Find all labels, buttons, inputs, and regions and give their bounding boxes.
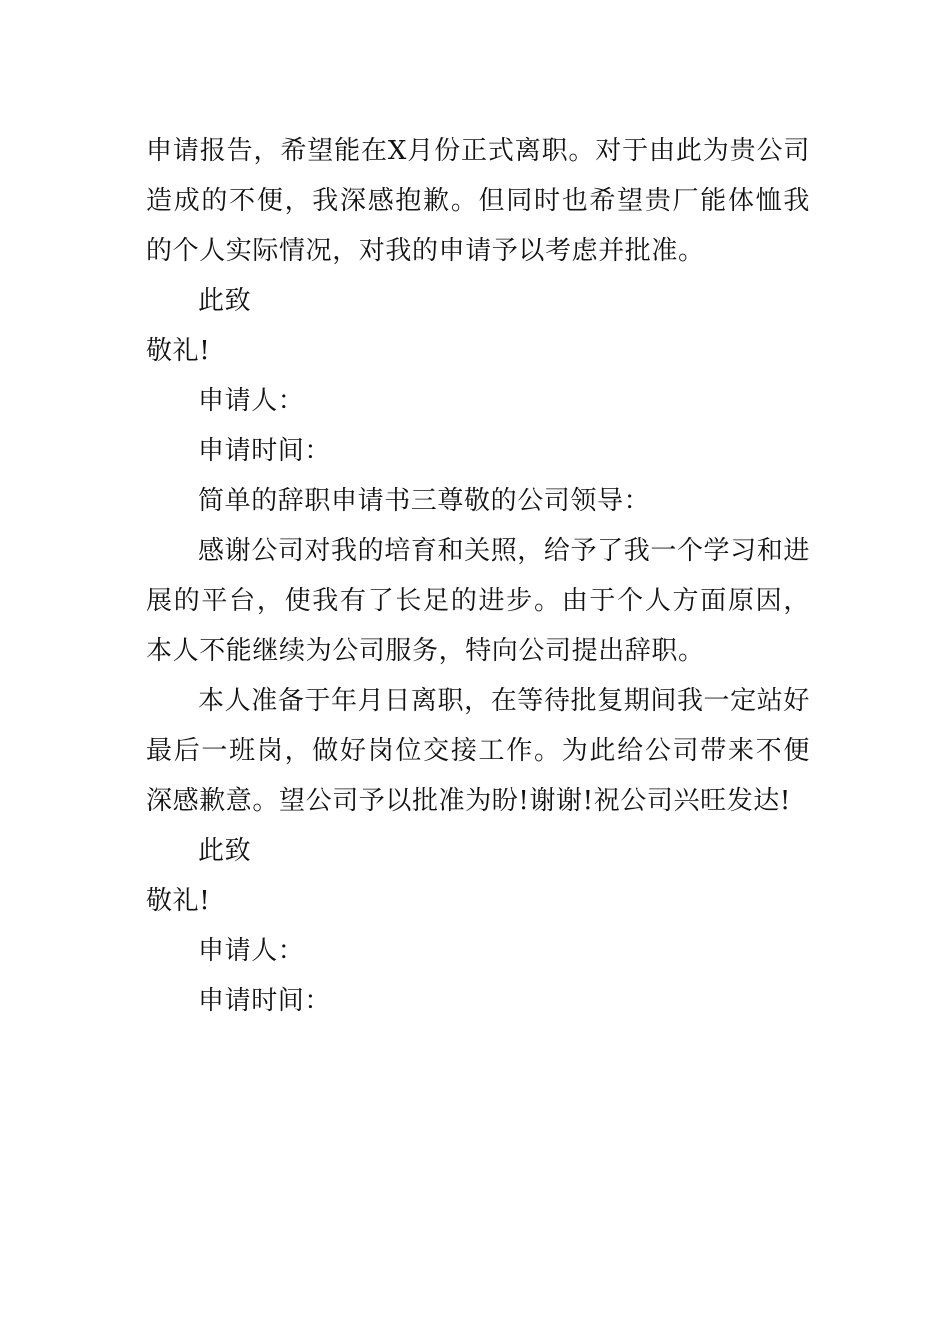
application-date-label: 申请时间：: [198, 436, 332, 466]
closing-regards: 敬礼!: [146, 886, 211, 916]
paragraph-resignation: 本人准备于年月日离职，在等待批复期间我一定站好最后一班岗，做好岗位交接工作。为此给公司带来不便深感歉意。望公司予以批准为盼!谢谢!祝公司兴旺发达!: [146, 686, 810, 816]
document-body: [146, 126, 810, 1026]
closing-salutation: 此致: [198, 286, 252, 316]
application-date-label: 申请时间：: [198, 986, 332, 1016]
applicant-label: 申请人：: [198, 386, 305, 416]
applicant-label: 申请人：: [198, 936, 305, 966]
closing-regards: 敬礼!: [146, 336, 211, 366]
paragraph-continuation: 申请报告，希望能在X月份正式离职。对于由此为贵公司造成的不便，我深感抱歉。但同时也希望贵厂能体恤我的个人实际情况，对我的申请予以考虑并批准。: [146, 136, 810, 266]
paragraph-thanks: 感谢公司对我的培育和关照，给予了我一个学习和进展的平台，使我有了长足的进步。由于个人方面原因，本人不能继续为公司服务，特向公司提出辞职。: [146, 536, 810, 666]
closing-salutation: 此致: [198, 836, 252, 866]
letter-heading: 简单的辞职申请书三尊敬的公司领导：: [198, 486, 651, 516]
